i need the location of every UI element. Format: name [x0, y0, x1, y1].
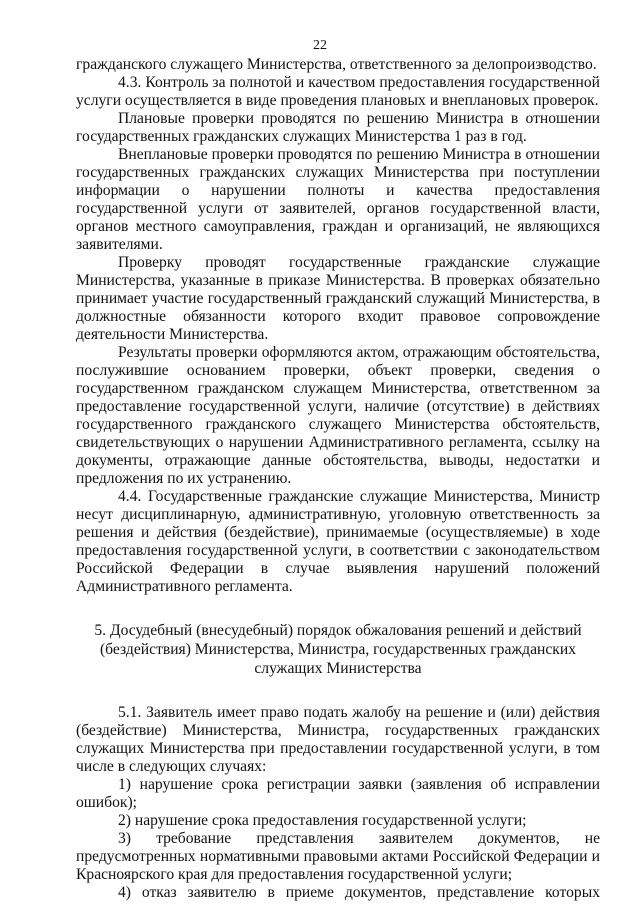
paragraph-continuation: гражданского служащего Министерства, ответственного за делопроизводство.	[76, 56, 597, 73]
section-5-heading: 5. Досудебный (внесудебный) порядок обжалования решений и действий (бездействия) Министерства, Министра, государственных гражданских служащих Министерства	[94, 622, 582, 677]
list-item-2: 2) нарушение срока предоставления государственной услуги;	[118, 812, 527, 829]
paragraph-planned-inspections: Плановые проверки проводятся по решению Министра в отношении государственных гражданских служащих Министерства 1 раз в год.	[76, 110, 600, 145]
paragraph-4-4: 4.4. Государственные гражданские служащие Министерства, Министр несут дисциплинарную, административную, уголовную ответственность за решения и действия (бездействие), принимаемые (осуществляемые) в ходе предоставления государственной услуги, в соответствии с законодательством Российской Федерации в случае выявления нарушений положений Административного регламента.	[76, 488, 600, 595]
list-item-1: 1) нарушение срока регистрации заявки (заявления об исправлении ошибок);	[76, 776, 600, 811]
paragraph-inspectors: Проверку проводят государственные гражданские служащие Министерства, указанные в приказе Министерства. В проверках обязательно принимает участие государственный гражданский служащий Министерства, в должностные обязанности которого входит правовое сопровождение деятельности Министерства.	[76, 254, 600, 343]
document-body	[76, 56, 600, 902]
paragraph-inspection-results: Результаты проверки оформляются актом, отражающим обстоятельства, послужившие основанием проверки, объект проверки, сведения о государственном гражданском служащем Министерства, ответственном за предоставление государственной услуги, наличие (отсутствие) в действиях государственного гражданского служащего Министерства обстоятельств, свидетельствующих о нарушении Административного регламента, ссылку на документы, отражающие данные обстоятельства, выводы, недостатки и предложения по их устранению.	[76, 344, 600, 487]
page-number: 22	[313, 38, 327, 53]
list-item-4: 4) отказ заявителю в приеме документов, представление которых	[118, 884, 600, 901]
paragraph-4-3: 4.3. Контроль за полнотой и качеством предоставления государственной услуги осуществляется в виде проведения плановых и внеплановых проверок.	[76, 74, 600, 109]
list-item-3: 3) требование представления заявителем документов, не предусмотренных нормативными правовыми актами Российской Федерации и Красноярского края для предоставления государственной услуги;	[76, 830, 600, 883]
paragraph-unplanned-inspections: Внеплановые проверки проводятся по решению Министра в отношении государственных гражданских служащих Министерства при поступлении информации о нарушении полноты и качества предоставления государственной услуги от заявителей, органов государственной власти, органов местного самоуправления, граждан и организаций, не являющихся заявителями.	[76, 146, 600, 253]
paragraph-5-1: 5.1. Заявитель имеет право подать жалобу на решение и (или) действия (бездействие) Министерства, Министра, государственных гражданских служащих Министерства при предоставлении государственной услуги, в том числе в следующих случаях:	[76, 704, 600, 775]
